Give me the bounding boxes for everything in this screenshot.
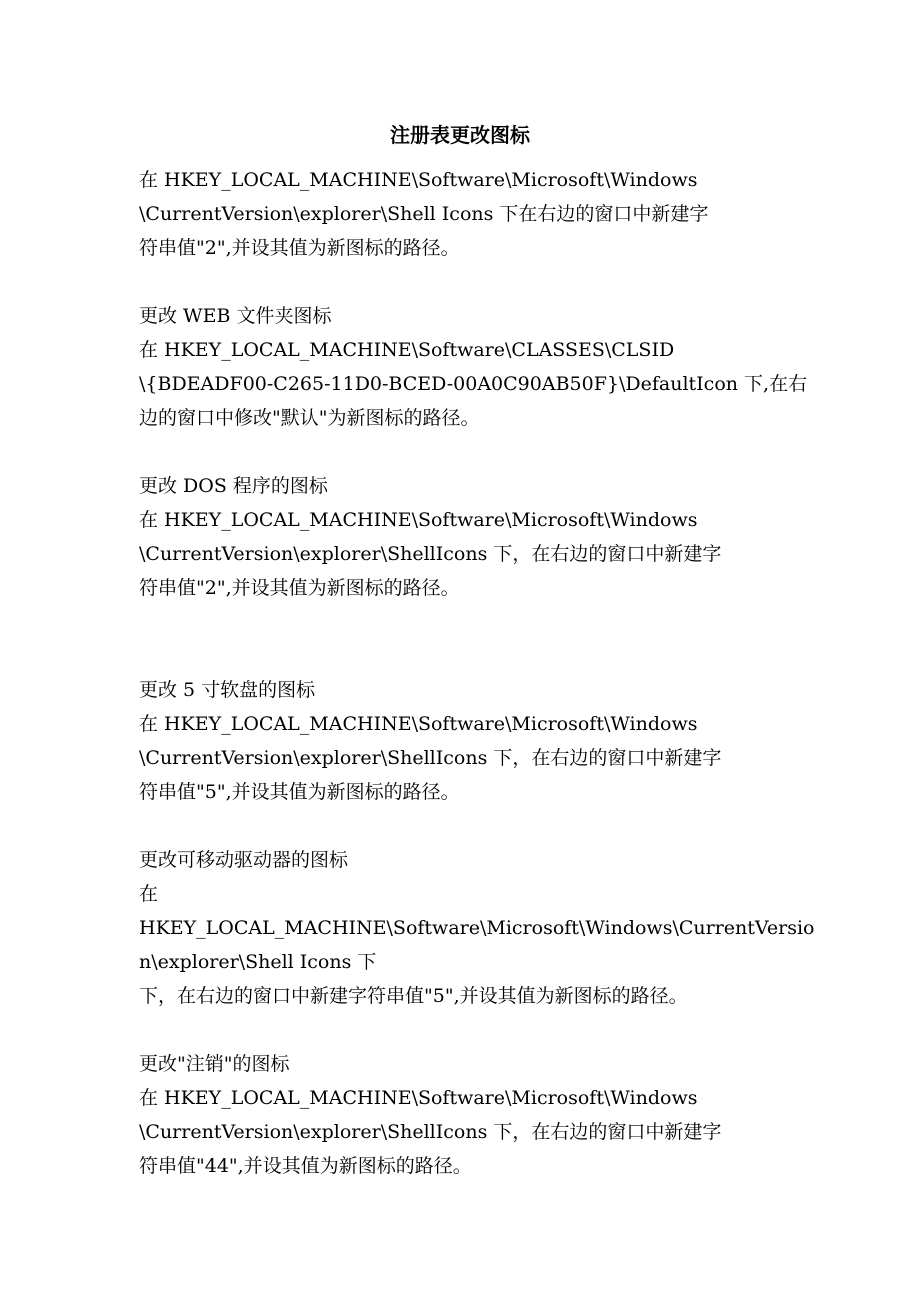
section-1-line-3: 符串值"2",并设其值为新图标的路径。 — [139, 237, 460, 259]
section-5-line-2: HKEY_LOCAL_MACHINE\Software\Microsoft\Windows\CurrentVersio — [139, 917, 815, 939]
section-2-line-3: 边的窗口中修改"默认"为新图标的路径。 — [139, 407, 480, 429]
section-6-heading: 更改"注销"的图标 — [139, 1053, 290, 1075]
section-2-heading: 更改 WEB 文件夹图标 — [139, 305, 332, 327]
section-1-line-2: \CurrentVersion\explorer\Shell Icons 下在右边的窗口中新建字 — [139, 203, 709, 225]
section-5-line-1: 在 — [139, 883, 159, 905]
section-3-line-3: 符串值"2",并设其值为新图标的路径。 — [139, 577, 460, 599]
section-6-line-1: 在 HKEY_LOCAL_MACHINE\Software\Microsoft\Windows — [139, 1087, 698, 1109]
section-4-line-1: 在 HKEY_LOCAL_MACHINE\Software\Microsoft\Windows — [139, 713, 698, 735]
section-3-heading: 更改 DOS 程序的图标 — [139, 475, 328, 497]
section-5-heading: 更改可移动驱动器的图标 — [139, 849, 349, 871]
section-3-line-1: 在 HKEY_LOCAL_MACHINE\Software\Microsoft\Windows — [139, 509, 698, 531]
section-3-line-2: \CurrentVersion\explorer\ShellIcons 下，在右边的窗口中新建字 — [139, 543, 722, 565]
section-4-line-3: 符串值"5",并设其值为新图标的路径。 — [139, 781, 460, 803]
section-2-line-2: \{BDEADF00-C265-11D0-BCED-00A0C90AB50F}\DefaultIcon 下,在右 — [139, 373, 808, 395]
document-title: 注册表更改图标 — [390, 123, 530, 147]
section-5-line-3: n\explorer\Shell Icons 下 — [139, 951, 377, 973]
section-6-line-2: \CurrentVersion\explorer\ShellIcons 下，在右边的窗口中新建字 — [139, 1121, 722, 1143]
section-4-heading: 更改 5 寸软盘的图标 — [139, 679, 316, 701]
section-1-line-1: 在 HKEY_LOCAL_MACHINE\Software\Microsoft\Windows — [139, 169, 698, 191]
section-6-line-3: 符串值"44",并设其值为新图标的路径。 — [139, 1155, 472, 1177]
section-4-line-2: \CurrentVersion\explorer\ShellIcons 下，在右边的窗口中新建字 — [139, 747, 722, 769]
section-2-line-1: 在 HKEY_LOCAL_MACHINE\Software\CLASSES\CLSID — [139, 339, 675, 361]
section-5-line-4: 下，在右边的窗口中新建字符串值"5",并设其值为新图标的路径。 — [139, 985, 688, 1007]
